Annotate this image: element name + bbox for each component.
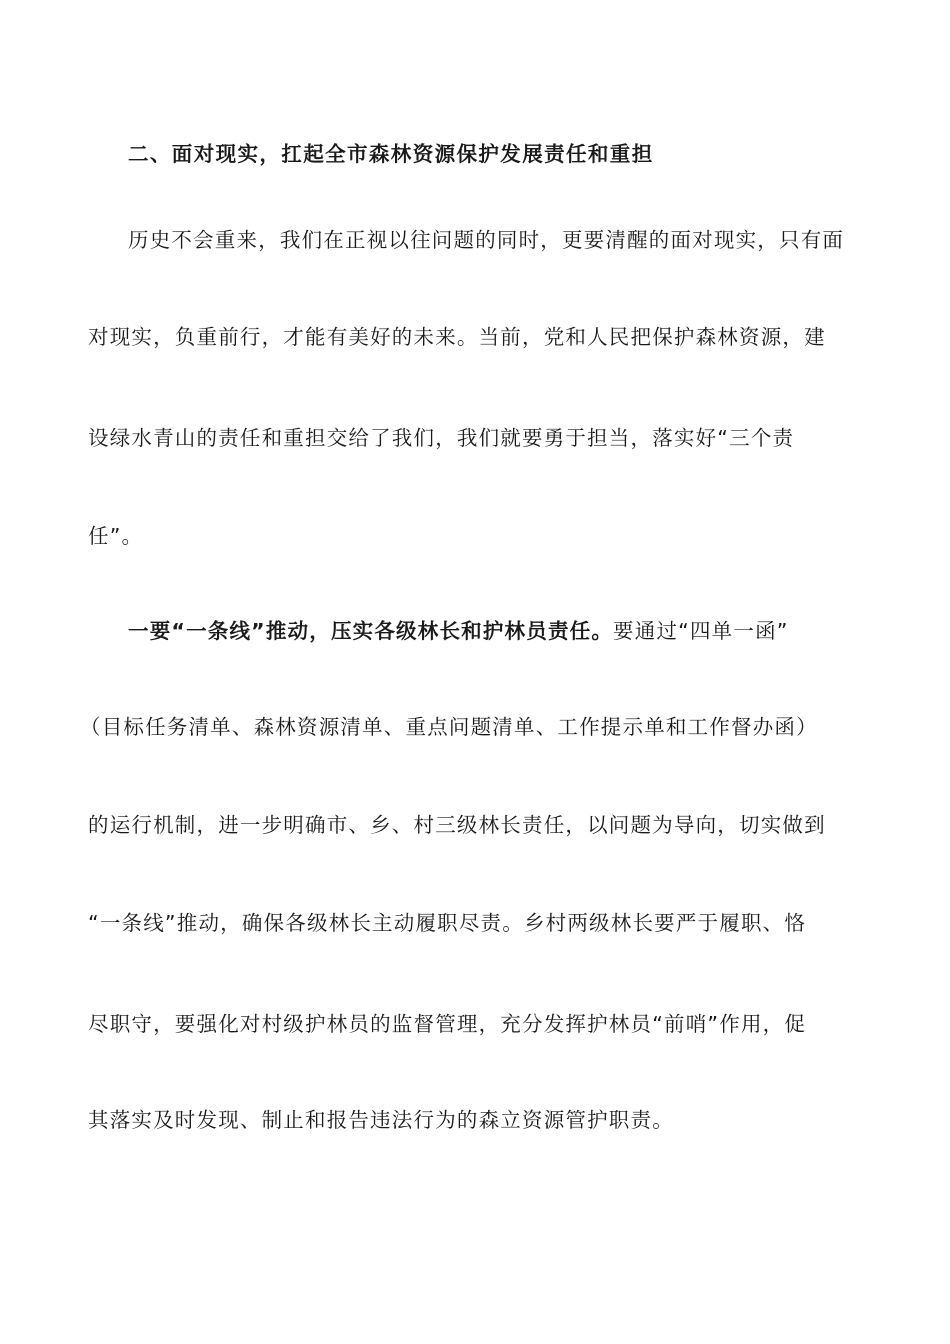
paragraph-line: 设绿水青山的责任和重担交给了我们，我们就要勇于担当，落实好“三个责	[88, 426, 795, 450]
paragraph-line: 的运行机制，进一步明确市、乡、村三级林长责任，以问题为导向，切实做到	[88, 813, 826, 837]
paragraph-line: 历史不会重来，我们在正视以往问题的同时，更要清醒的面对现实，只有面	[128, 228, 845, 252]
paragraph-line: 其落实及时发现、制止和报告违法行为的森立资源管护职责。	[88, 1108, 674, 1132]
lead-bold-text: 一要“一条线”推动，压实各级林长和护林员责任。	[128, 619, 614, 643]
paragraph-line: （目标任务清单、森林资源清单、重点问题清单、工作提示单和工作督办函）	[80, 715, 818, 739]
lead-rest-text: 要通过“四单一函”	[613, 619, 789, 643]
paragraph-line: 尽职守，要强化对村级护林员的监督管理，充分发挥护林员“前哨”作用，促	[88, 1012, 807, 1036]
section-heading: 二、面对现实，扛起全市森林资源保护发展责任和重担	[128, 142, 654, 166]
paragraph-line: “一条线”推动，确保各级林长主动履职尽责。乡村两级林长要严于履职、恪	[88, 911, 807, 935]
paragraph-lead-line	[128, 617, 860, 645]
paragraph-line: 任”。	[88, 524, 144, 548]
paragraph-line: 对现实，负重前行，才能有美好的未来。当前，党和人民把保护森林资源，建	[88, 325, 826, 349]
